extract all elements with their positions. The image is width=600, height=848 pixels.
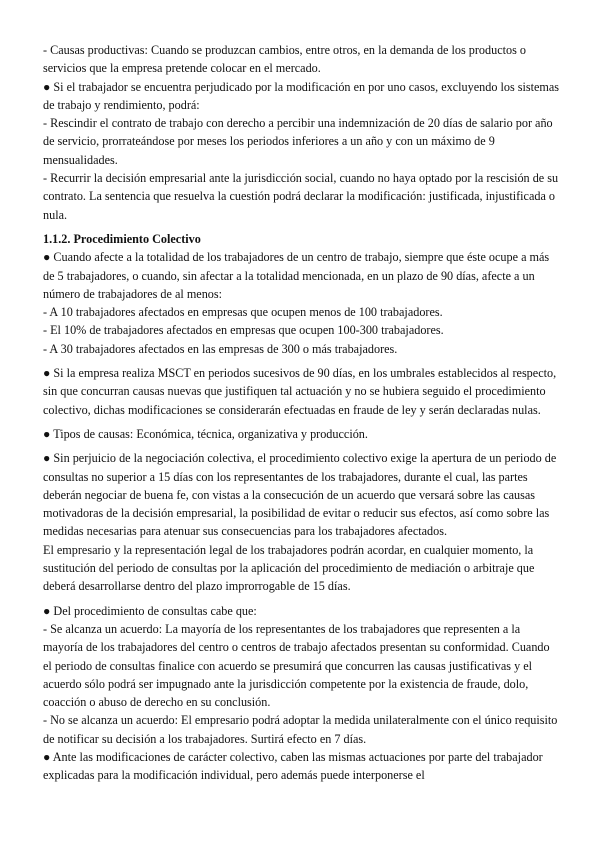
paragraph: - Rescindir el contrato de trabajo con derecho a percibir una indemnización de 20 días de salario por año de servicio, prorrateándose por meses los periodos inferiores a un año y con un máximo de 9 mensualidades. [43,116,553,167]
paragraph: ● Ante las modificaciones de carácter colectivo, caben las mismas actuaciones por parte del trabajador explicadas para la modificación individual, pero además puede interponerse el [43,749,543,783]
paragraph: - El 10% de trabajadores afectados en empresas que ocupen 100-300 trabajadores. [43,323,444,338]
paragraph: - A 10 trabajadores afectados en empresas que ocupen menos de 100 trabajadores. [43,305,443,320]
document-page [43,41,561,785]
paragraph: - No se alcanza un acuerdo: El empresario podrá adoptar la medida unilateralmente con el único requisito de notificar su decisión a los trabajadores. Surtirá efecto en 7 días. [43,713,558,746]
section-heading: 1.1.2. Procedimiento Colectivo [43,231,201,246]
paragraph: ● Sin perjuicio de la negociación colectiva, el procedimiento colectivo exige la apertura de un periodo de consultas no superior a 15 días con los representantes de los trabajadores, durante el cual, las partes deberán negociar de buena fe, con vistas a la consecución de un acuerdo que versará sobre las causas motivadoras de la decisión empresarial, la posibilidad de evitar o reducir sus efectos, así como sobre las medidas necesarias para atenuar sus consecuencias para los trabajadores afectados. [43,451,557,539]
paragraph: ● Del procedimiento de consultas cabe que: [43,603,257,618]
paragraph: ● Cuando afecte a la totalidad de los trabajadores de un centro de trabajo, siempre que éste ocupe a más de 5 trabajadores, o cuando, sin afectar a la totalidad mencionada, en un plazo de 90 días, afecte a un número de trabajadores de al menos: [43,250,550,301]
paragraph: - A 30 trabajadores afectados en las empresas de 300 o más trabajadores. [43,341,398,356]
paragraph: - Se alcanza un acuerdo: La mayoría de los representantes de los trabajadores que representen a la mayoría de los trabajadores del centro o centros de trabajo afectados presentan su conformidad. Cuando el periodo de consultas finalice con acuerdo se presumirá que concurren las causas justificativas y el acuerdo sólo podrá ser impugnado ante la jurisdicción competente por la existencia de fraude, dolo, coacción o abuso de derecho en su conclusión. [43,621,550,710]
paragraph: ● Si la empresa realiza MSCT en periodos sucesivos de 90 días, en los umbrales establecidos al respecto, sin que concurran causas nuevas que justifiquen tal actuación y no se hubiera seguido el procedimiento colectivo, dichas modificaciones se considerarán efectuadas en fraude de ley y serán declaradas nulas. [43,366,557,417]
paragraph: - Causas productivas: Cuando se produzcan cambios, entre otros, en la demanda de los productos o servicios que la empresa pretende colocar en el mercado. [43,43,526,76]
paragraph: ● Si el trabajador se encuentra perjudicado por la modificación en por uno casos, excluyendo los sistemas de trabajo y rendimiento, podrá: [43,79,560,112]
paragraph: El empresario y la representación legal de los trabajadores podrán acordar, en cualquier momento, la sustitución del periodo de consultas por la aplicación del procedimiento de mediación o arbitraje que deberá desarrollarse dentro del plazo improrrogable de 15 días. [43,542,535,594]
paragraph: ● Tipos de causas: Económica, técnica, organizativa y producción. [43,426,368,441]
paragraph: - Recurrir la decisión empresarial ante la jurisdicción social, cuando no haya optado por la rescisión de su contrato. La sentencia que resuelva la cuestión podrá declarar la modificación: justificada, injustificada o nula. [43,171,559,222]
